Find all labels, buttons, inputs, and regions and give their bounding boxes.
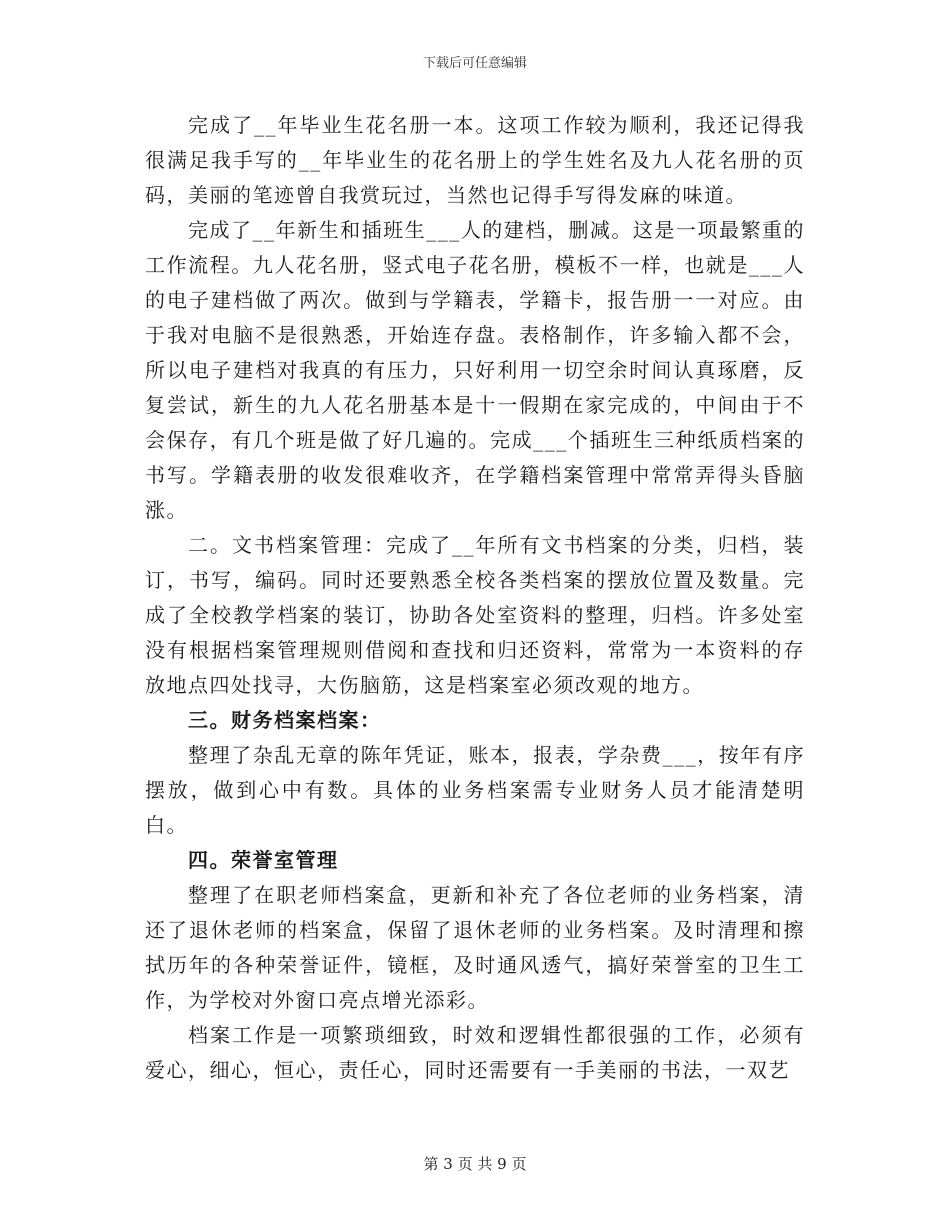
page-number-footer: 第 3 页 共 9 页 [423, 1155, 527, 1173]
paragraph-financial-archives: 整理了杂乱无章的陈年凭证，账本，报表，学杂费___，按年有序摆放，做到心中有数。具体的业务档案需专业财务人员才能清楚明白。 [145, 743, 805, 837]
paragraph-graduate-roster: 完成了__年毕业生花名册一本。这项工作较为顺利，我还记得我很满足我手写的__年毕业生的花名册上的学生姓名及九人花名册的页码，美丽的笔迹曾自我赏玩过，当然也记得手写得发麻的味道。 [145, 113, 805, 207]
paragraph-honor-room: 整理了在职老师档案盒，更新和补充了各位老师的业务档案，清还了退休老师的档案盒，保留了退休老师的业务档案。及时清理和擦拭历年的各种荣誉证件，镜框，及时通风透气，搞好荣誉室的卫生工作，为学校对外窗口亮点增光添彩。 [145, 883, 805, 1012]
paragraph-document-archives: 二。文书档案管理：完成了__年所有文书档案的分类，归档，装订，书写，编码。同时还要熟悉全校各类档案的摆放位置及数量。完成了全校教学档案的装订，协助各处室资料的整理，归档。许多处室没有根据档案管理规则借阅和查找和归还资料，常常为一本资料的存放地点四处找寻，大伤脑筋，这是档案室必须改观的地方。 [145, 533, 805, 697]
page-header: 下载后可任意编辑 [422, 56, 527, 71]
paragraph-new-student-records: 完成了__年新生和插班生___人的建档，删减。这是一项最繁重的工作流程。九人花名册，竖式电子花名册，模板不一样，也就是___人的电子建档做了两次。做到与学籍表，学籍卡，报告册一一对应。由于我对电脑不是很熟悉，开始连存盘。表格制作，许多输入都不会，所以电子建档对我真的有压力，只好利用一切空余时间认真琢磨，反复尝试，新生的九人花名册基本是十一假期在家完成的，中间由于不会保存，有几个班是做了好几遍的。完成___个插班生三种纸质档案的书写。学籍表册的收发很难收齐，在学籍档案管理中常常弄得头昏脑涨。 [145, 218, 805, 522]
heading-honor-room: 四。荣誉室管理 [188, 848, 339, 872]
paragraph-archive-work-summary: 档案工作是一项繁琐细致，时效和逻辑性都很强的工作，必须有爱心，细心，恒心，责任心，同时还需要有一手美丽的书法，一双艺 [145, 1023, 805, 1082]
document-body [145, 108, 805, 1088]
heading-financial-archives: 三。财务档案档案： [188, 708, 382, 732]
